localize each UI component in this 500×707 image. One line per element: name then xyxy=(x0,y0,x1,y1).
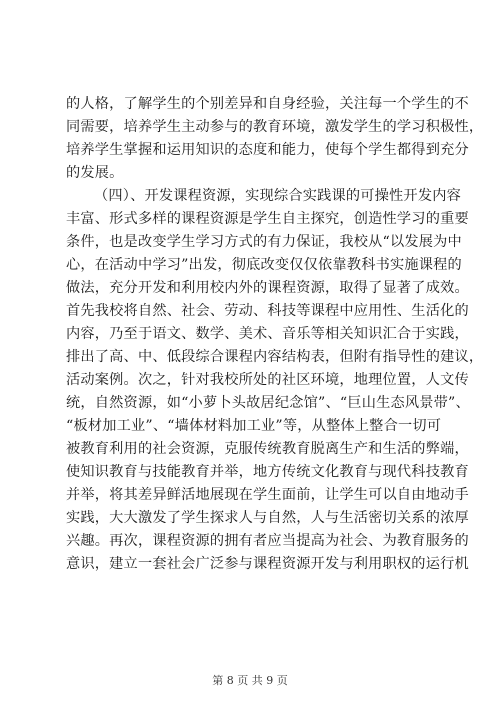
page-footer xyxy=(0,672,500,688)
text-line: “板材加工业”、“墙体材料加工业”等，从整体上整合一切可 xyxy=(66,418,442,434)
text-line: 被教育利用的社会资源，克服传统教育脱离生产和生活的弊端， xyxy=(66,441,469,457)
text-line: 做法，充分开发和利用校内外的课程资源，取得了显著了成效。 xyxy=(66,280,469,296)
text-line: 兴趣。再次，课程资源的拥有者应当提高为社会、为教育服务的 xyxy=(66,533,469,549)
text-line: 同需要，培养学生主动参与的教育环境，激发学生的学习积极性， xyxy=(66,119,484,135)
text-line: 排出了高、中、低段综合课程内容结构表，但附有指导性的建议， xyxy=(66,349,484,365)
body-text xyxy=(66,93,484,576)
text-line: 丰富、形式多样的课程资源是学生自主探究，创造性学习的重要 xyxy=(66,211,469,227)
text-line: 首先我校将自然、社会、劳动、科技等课程中应用性、生活化的 xyxy=(66,303,469,319)
text-line: 实践，大大激发了学生探求人与自然，人与生活密切关系的浓厚 xyxy=(66,510,469,526)
section-heading-line: （四）、开发课程资源，实现综合实践课的可操性开发内容 xyxy=(94,188,461,204)
text-line: 培养学生掌握和运用知识的态度和能力，使每个学生都得到充分 xyxy=(66,142,469,158)
text-line: 统，自然资源，如“小萝卜头故居纪念馆”、“巨山生态风景带”、 xyxy=(66,395,470,411)
text-line: 活动案例。次之，针对我校所处的社区环境，地理位置，人文传 xyxy=(66,372,469,388)
text-line: 心，在活动中学习”出发，彻底改变仅仅依靠教科书实施课程的 xyxy=(66,257,462,273)
text-line: 的人格，了解学生的个别差异和自身经验，关注每一个学生的不 xyxy=(66,96,469,112)
page-number: 第 8 页 共 9 页 xyxy=(212,674,288,687)
text-line: 条件，也是改变学生学习方式的有力保证，我校从“以发展为中 xyxy=(66,234,462,250)
text-line: 使知识教育与技能教育并举，地方传统文化教育与现代科技教育 xyxy=(66,464,469,480)
text-line: 意识，建立一套社会广泛参与课程资源开发与利用职权的运行机 xyxy=(66,556,469,572)
text-line: 内容，乃至于语文、数学、美术、音乐等相关知识汇合于实践， xyxy=(66,326,469,342)
text-line: 并举，将其差异鲜活地展现在学生面前，让学生可以自由地动手 xyxy=(66,487,469,503)
text-line: 的发展。 xyxy=(66,165,124,181)
